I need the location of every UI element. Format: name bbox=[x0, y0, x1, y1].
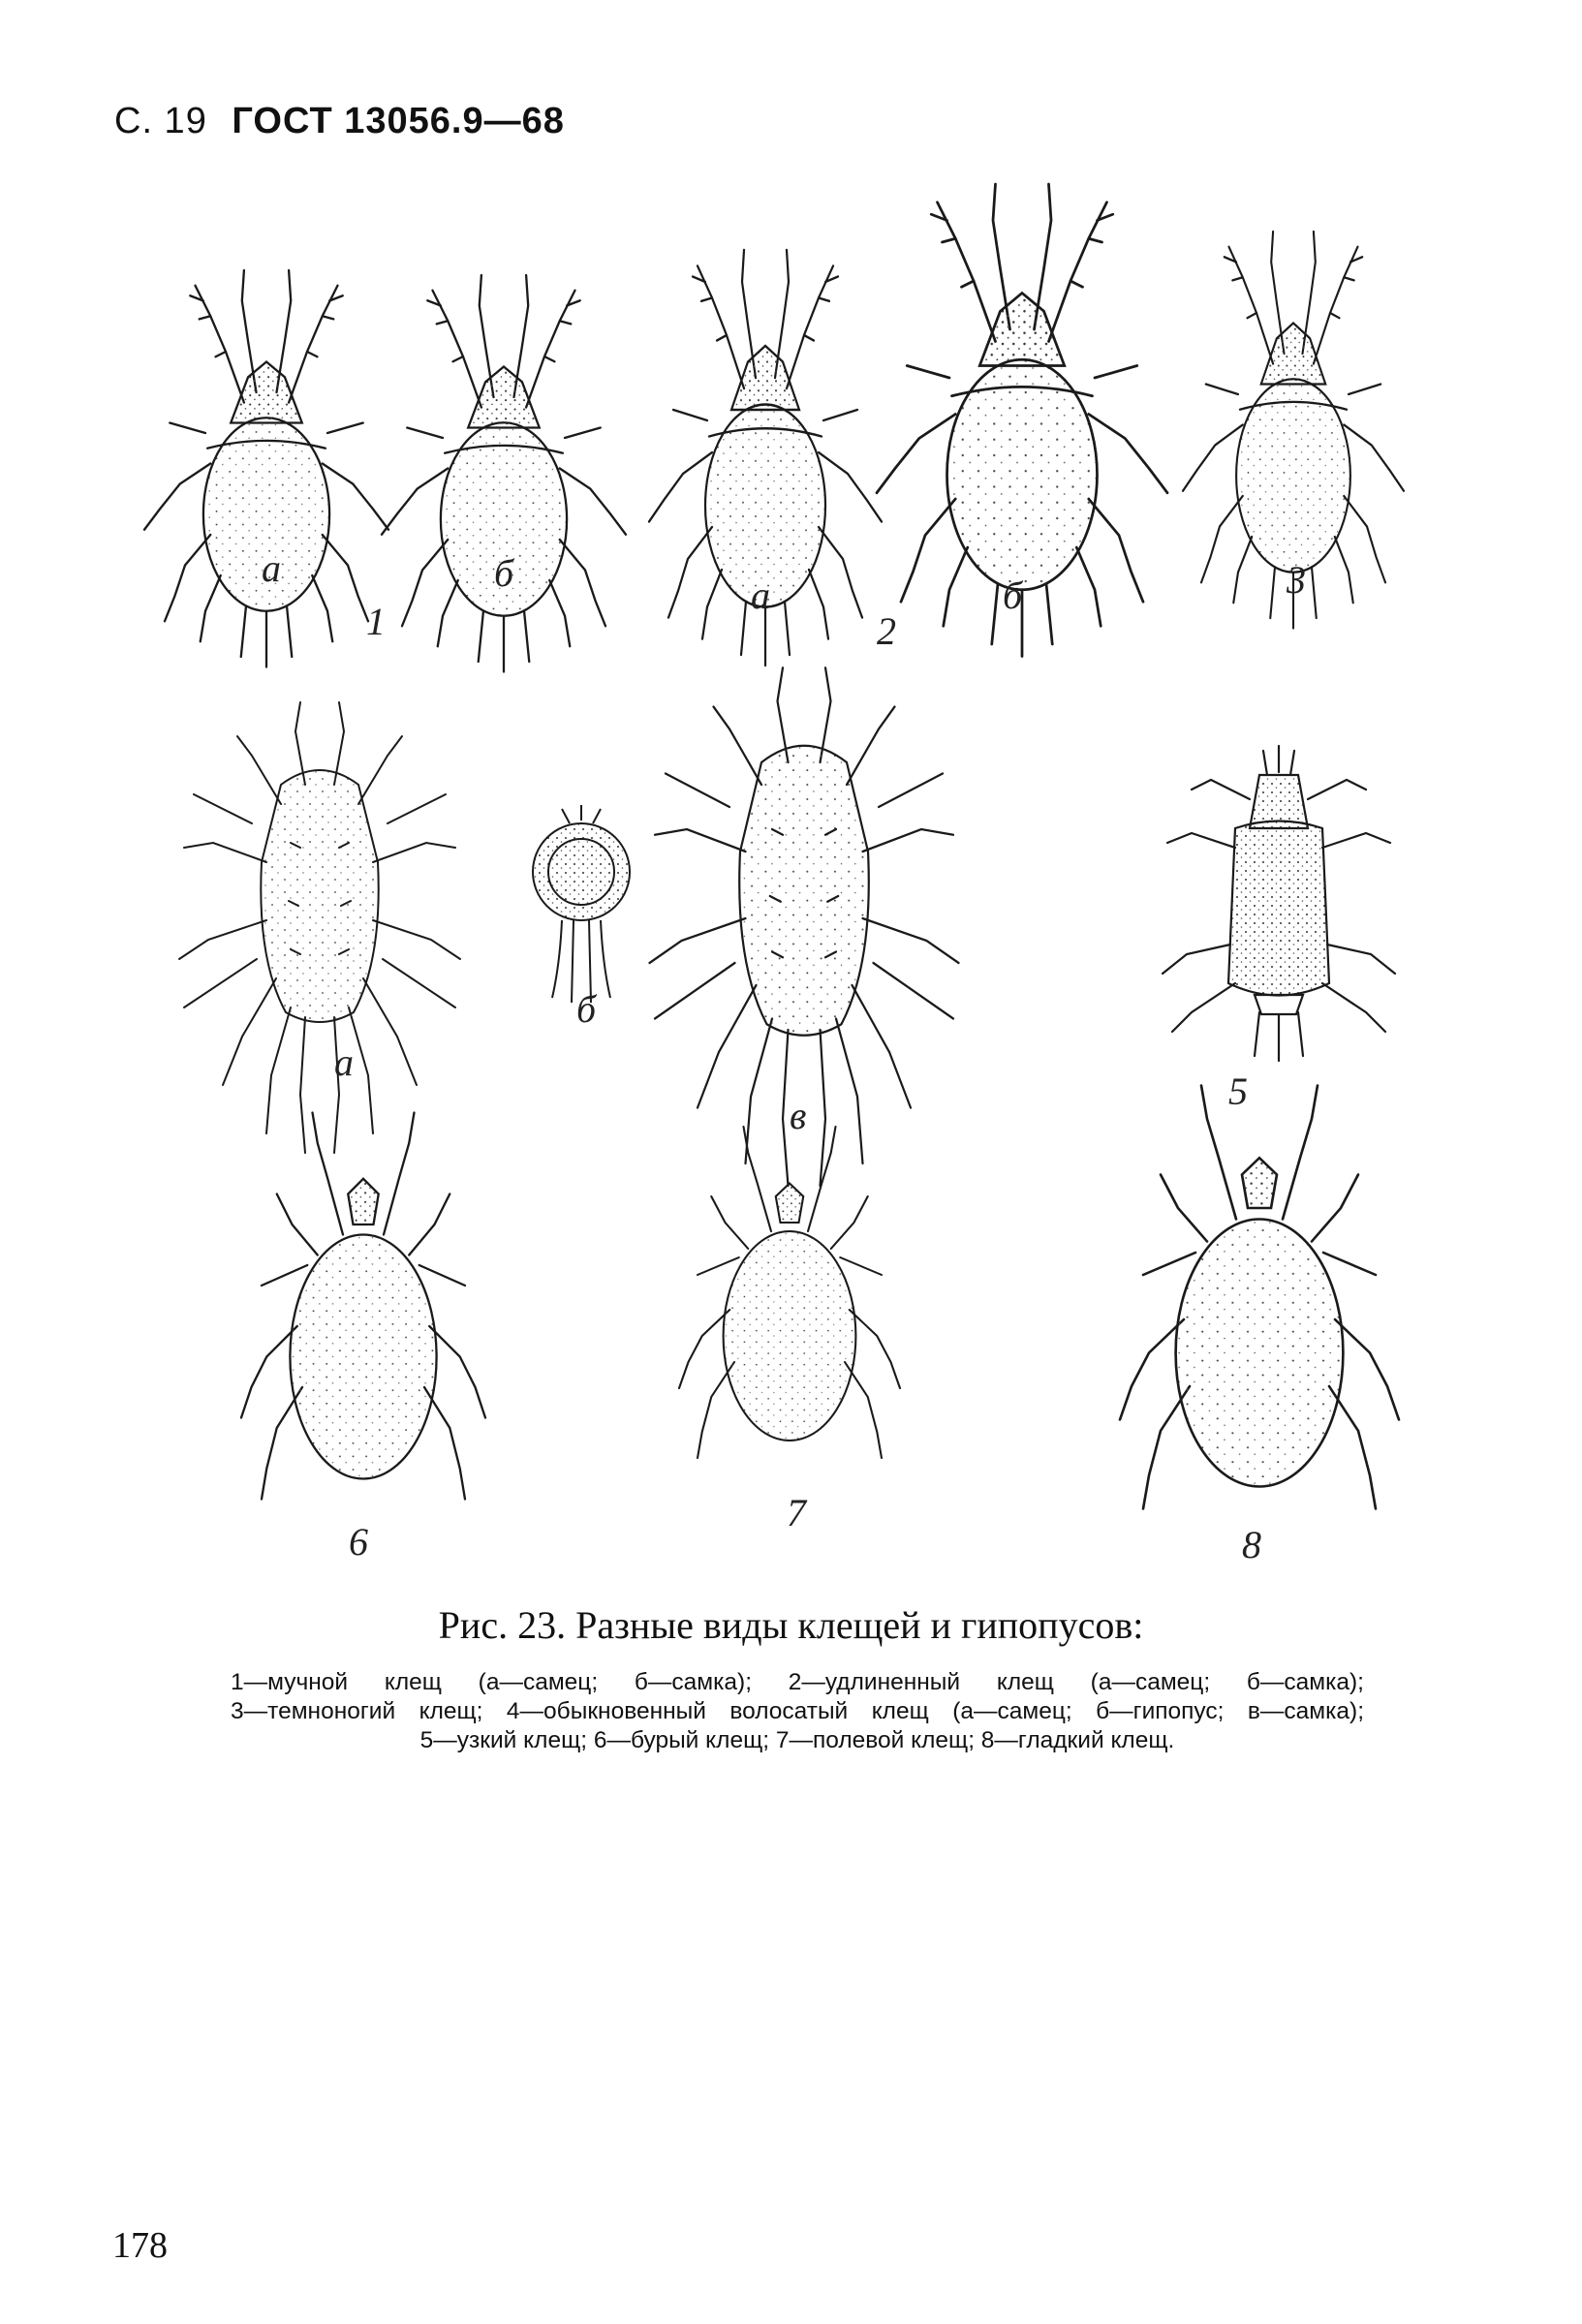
label-8: 8 bbox=[1242, 1523, 1261, 1566]
page-label: С. 19 bbox=[114, 101, 207, 141]
hypopus-4b-drawing bbox=[533, 805, 630, 1003]
figure-caption-title: Рис. 23. Разные виды клещей и гипопусов: bbox=[438, 1603, 1144, 1647]
label-4a: а bbox=[334, 1040, 354, 1084]
label-4b: б bbox=[576, 987, 597, 1031]
mite-6-drawing bbox=[241, 1113, 485, 1500]
label-3: 3 bbox=[1287, 558, 1306, 602]
mite-7-drawing bbox=[679, 1127, 900, 1458]
mite-4a-drawing bbox=[179, 702, 460, 1153]
page-number: 178 bbox=[112, 2225, 168, 2266]
label-1b: б bbox=[494, 551, 514, 595]
mite-1a-drawing bbox=[144, 270, 388, 667]
caption-line: 3—темноногий клещ; 4—обыкновенный волосатый клещ (а—самец; б—гипопус; в—самка); bbox=[231, 1698, 1364, 1724]
label-group-2: 2 bbox=[877, 609, 896, 653]
figure-caption-legend bbox=[231, 1668, 1364, 1755]
label-7: 7 bbox=[787, 1491, 806, 1534]
label-2b: б bbox=[1003, 573, 1023, 617]
mite-5-drawing bbox=[1163, 746, 1395, 1061]
label-group-1: 1 bbox=[366, 600, 386, 643]
label-6: 6 bbox=[349, 1520, 368, 1564]
standard-number: ГОСТ 13056.9—68 bbox=[232, 101, 565, 141]
label-1a: а bbox=[262, 546, 281, 590]
mite-1b-drawing bbox=[382, 275, 626, 672]
label-2a: а bbox=[751, 573, 770, 617]
mite-8-drawing bbox=[1120, 1086, 1399, 1509]
caption-line: 5—узкий клещ; 6—бурый клещ; 7—полевой клещ; 8—гладкий клещ. bbox=[419, 1727, 1175, 1753]
label-5: 5 bbox=[1228, 1069, 1248, 1113]
caption-line: 1—мучной клещ (а—самец; б—самка); 2—удлиненный клещ (а—самец; б—самка); bbox=[231, 1669, 1364, 1695]
label-4c: в bbox=[790, 1094, 807, 1137]
